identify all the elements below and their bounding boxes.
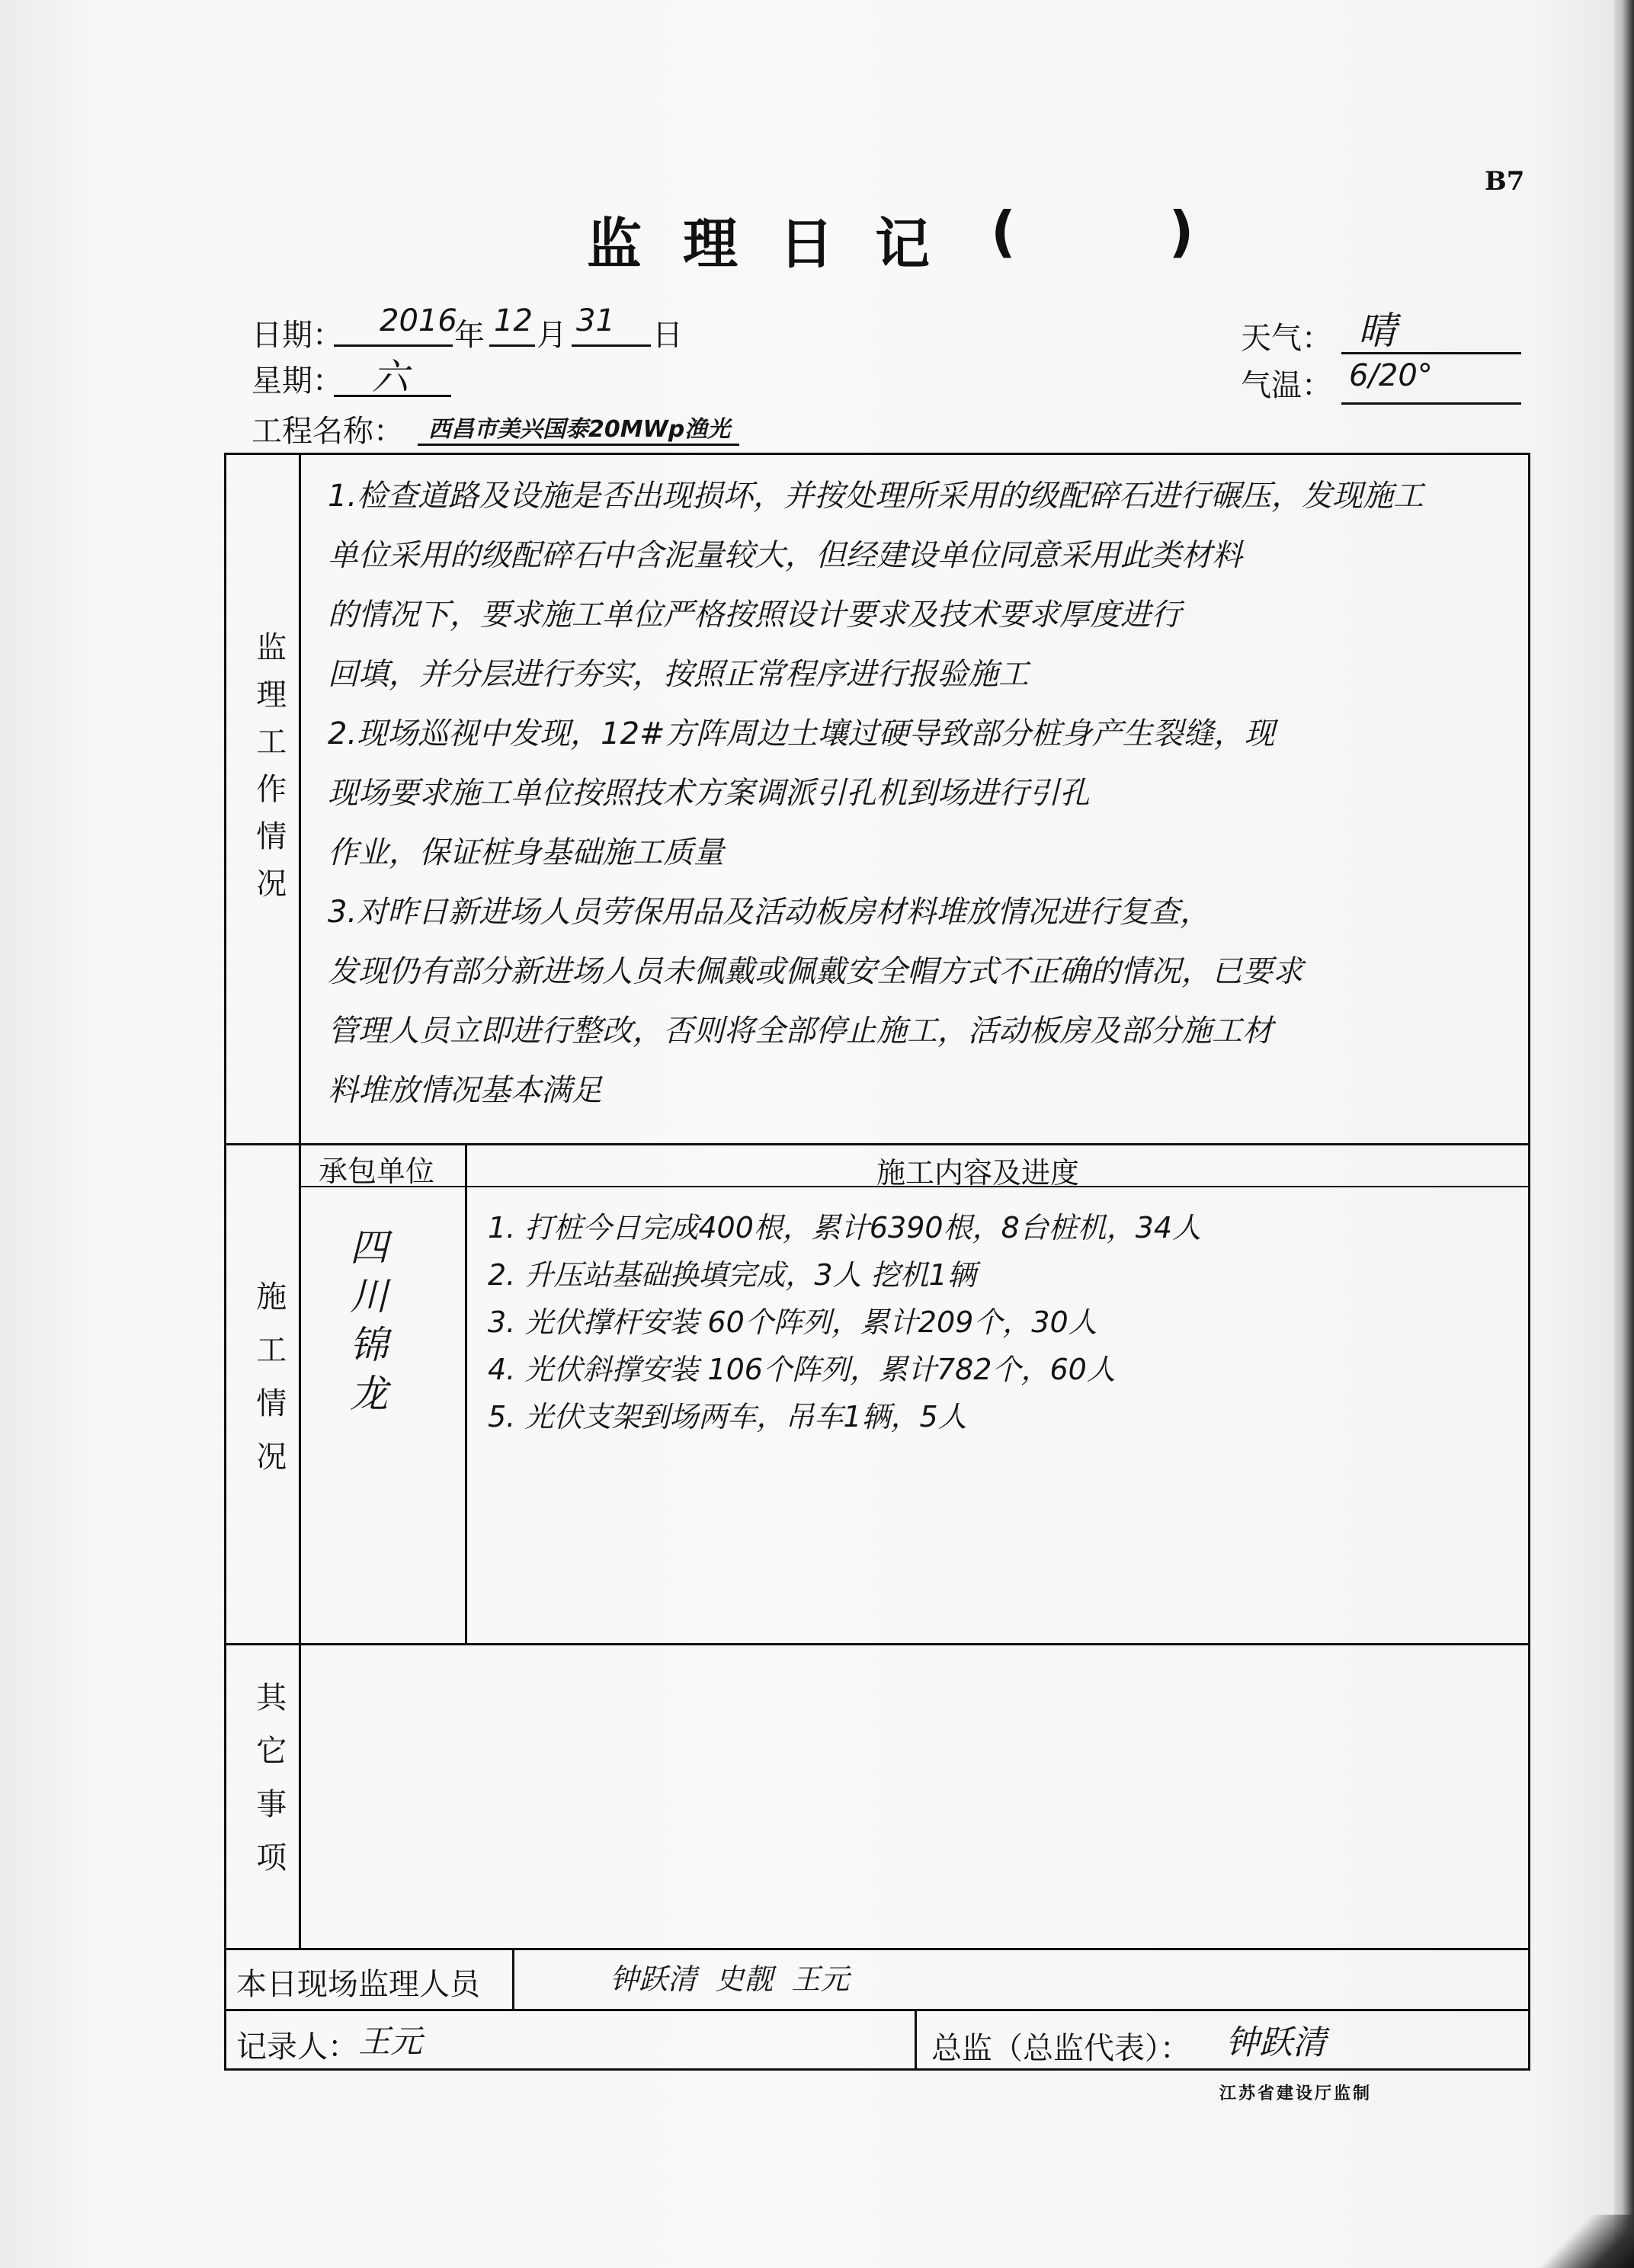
work-section-label-text: 监理工作情况	[251, 631, 287, 915]
title-parenthesis: ( )	[991, 200, 1194, 264]
recorder-label: 记录人：	[236, 2029, 358, 2065]
work-note-line: 2.现场巡视中发现，12#方阵周边土壤过硬导致部分桩身产生裂缝，现	[328, 716, 1275, 751]
work-note-line: 料堆放情况基本满足	[328, 1073, 602, 1108]
page-edge-shadow	[1614, 0, 1634, 2268]
weekday-value: 六	[372, 356, 409, 399]
label-column-divider	[299, 453, 301, 1948]
project-value: 西昌市美兴国泰20MWp渔光	[428, 416, 731, 443]
weekday-label: 星期：	[252, 364, 343, 399]
day-value: 31	[576, 303, 615, 338]
weather-value: 晴	[1358, 309, 1396, 353]
contractor-header: 承包单位	[319, 1155, 435, 1188]
progress-item: 2. 升压站基础换填完成，3人 挖机1辆	[488, 1258, 976, 1292]
contractor-name-text: 四川锦龙	[344, 1227, 388, 1422]
work-note-line: 的情况下，要求施工单位严格按照设计要求及技术要求厚度进行	[328, 597, 1181, 633]
project-label: 工程名称：	[252, 414, 404, 449]
work-note-line: 单位采用的级配碎石中含泥量较大，但经建设单位同意采用此类材料	[328, 538, 1242, 573]
page-corner-shadow	[1527, 2215, 1634, 2268]
row-divider-construction	[224, 1643, 1530, 1645]
form-code: B7	[1485, 166, 1525, 197]
progress-item: 1. 打桩今日完成400根，累计6390根，8台桩机，34人	[488, 1211, 1202, 1245]
chief-label: 总监（总监代表）：	[931, 2031, 1190, 2066]
month-field	[489, 303, 535, 347]
progress-list	[488, 1204, 1509, 1440]
progress-header: 施工内容及进度	[876, 1156, 1080, 1190]
month-value: 12	[494, 303, 533, 338]
recorder-value: 王元	[358, 2023, 423, 2060]
day-field	[572, 303, 651, 347]
weekday-field	[334, 355, 451, 397]
work-note-line: 现场要求施工单位按照技术方案调派引孔机到场进行引孔	[328, 776, 1090, 811]
contractor-column-divider	[465, 1143, 467, 1643]
day-unit: 日	[652, 318, 683, 353]
table-left-border	[224, 453, 226, 2071]
work-section-label	[242, 631, 287, 915]
year-unit: 年	[454, 318, 485, 353]
row-divider-staff	[224, 2009, 1530, 2011]
progress-item: 4. 光伏斜撑安装 106个阵列，累计782个，60人	[488, 1353, 1116, 1386]
work-note-line: 3.对昨日新进场人员劳保用品及活动板房材料堆放情况进行复查，	[328, 895, 1211, 930]
weather-field	[1341, 309, 1521, 354]
table-bottom-border	[224, 2068, 1530, 2071]
month-unit: 月	[537, 318, 567, 353]
footer-note: 江苏省建设厅监制	[1219, 2084, 1373, 2103]
staff-label: 本日现场监理人员	[236, 1967, 480, 2002]
contractor-name	[338, 1227, 392, 1422]
chief-signature: 钟跃清	[1226, 2023, 1326, 2062]
work-note-line: 1.检查道路及设施是否出现损坏，并按处理所采用的级配碎石进行碾压，发现施工	[328, 479, 1424, 514]
year-value: 2016	[380, 303, 457, 338]
other-section-label	[242, 1681, 287, 1895]
work-note-line: 作业，保证桩身基础施工质量	[328, 835, 724, 870]
work-note-line: 发现仍有部分新进场人员未佩戴或佩戴安全帽方式不正确的情况，已要求	[328, 954, 1303, 989]
project-field	[418, 407, 739, 446]
year-field	[334, 303, 457, 347]
table-right-border	[1528, 453, 1530, 2071]
construction-section-label	[242, 1280, 287, 1494]
date-label: 日期：	[252, 318, 343, 353]
staff-label-divider	[512, 1948, 514, 2009]
table-top-border	[224, 453, 1530, 455]
progress-item: 3. 光伏撑杆安装 60个阵列，累计209个，30人	[488, 1305, 1097, 1339]
work-note-line: 管理人员立即进行整改，否则将全部停止施工，活动板房及部分施工材	[328, 1014, 1273, 1049]
other-section-label-text: 其它事项	[251, 1681, 287, 1895]
temperature-label: 气温：	[1241, 368, 1332, 403]
recorder-chief-divider	[915, 2009, 917, 2070]
row-divider-work	[224, 1143, 1530, 1145]
temperature-field	[1341, 358, 1521, 405]
weather-label: 天气：	[1241, 321, 1332, 356]
work-notes	[328, 466, 1517, 1120]
progress-item: 5. 光伏支架到场两车，吊车1辆，5人	[488, 1400, 967, 1434]
work-note-line: 回填，并分层进行夯实，按照正常程序进行报验施工	[328, 657, 1029, 692]
construction-section-label-text: 施工情况	[251, 1280, 287, 1494]
staff-value: 钟跃清 史靓 王元	[610, 1962, 850, 1996]
temperature-value: 6/20°	[1349, 358, 1433, 393]
row-divider-other	[224, 1948, 1530, 1950]
page-title: 监理日记	[587, 212, 972, 276]
